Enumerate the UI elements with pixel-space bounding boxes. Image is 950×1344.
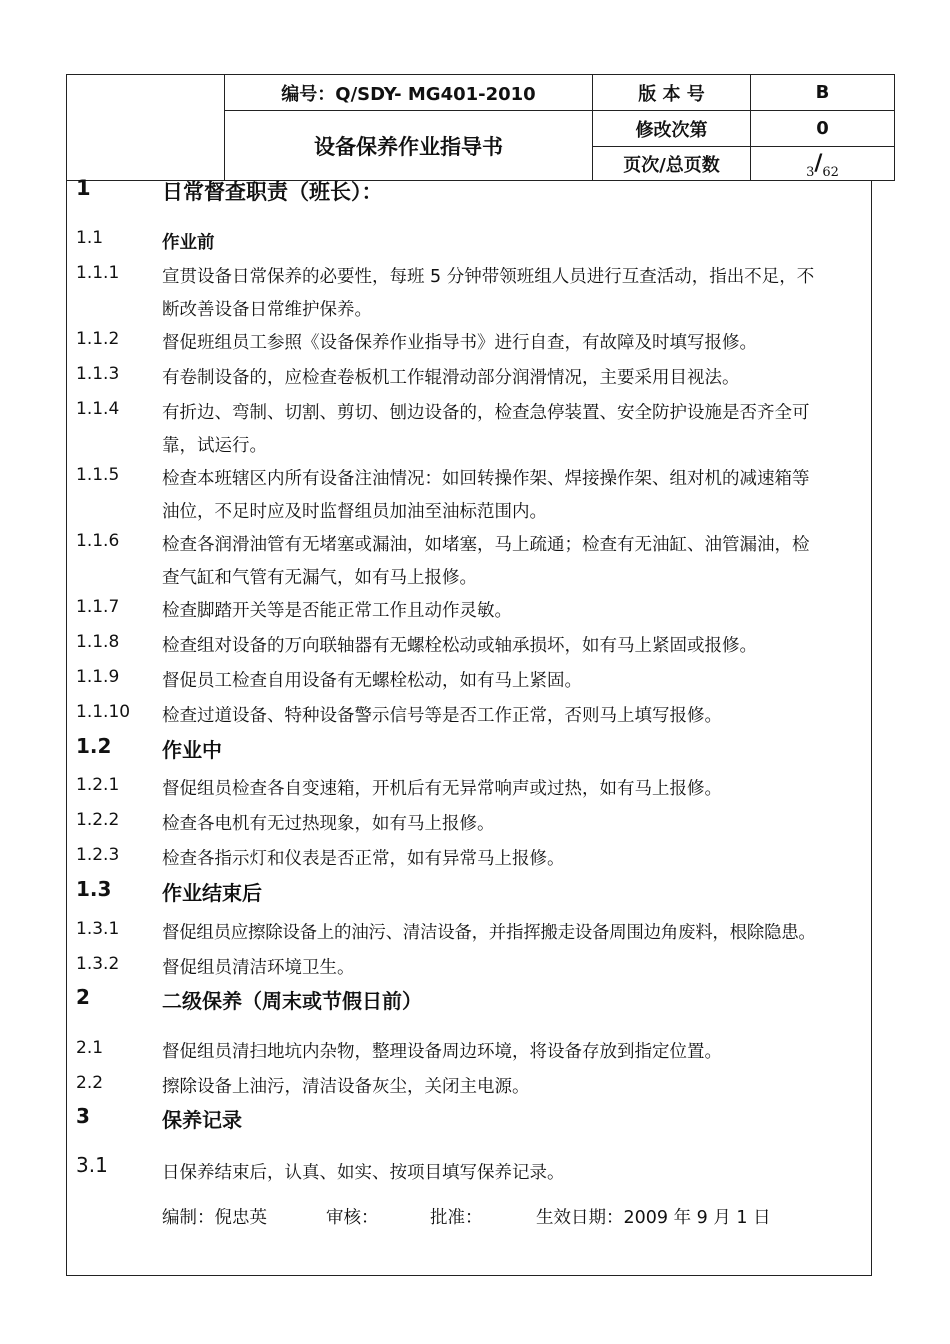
item-number: 1.1.6	[76, 531, 120, 551]
item-text: 检查各电机有无过热现象，如有马上报修。	[162, 814, 495, 834]
item-number: 2.1	[76, 1038, 104, 1058]
section-heading: 日常督查职责（班长）：	[162, 180, 383, 204]
section-number: 1.1	[76, 228, 104, 248]
item-text: 检查各指示灯和仪表是否正常，如有异常马上报修。	[162, 849, 565, 869]
page-label: 页次/总页数	[593, 147, 751, 181]
logo-cell	[67, 75, 225, 181]
item-number: 1.1.7	[76, 597, 120, 617]
section-heading: 作业中	[162, 738, 222, 762]
item-number: 1.1.9	[76, 667, 120, 687]
item-number: 2.2	[76, 1073, 104, 1093]
item-text: 督促组员清扫地坑内杂物，整理设备周边环境，将设备存放到指定位置。	[162, 1042, 722, 1062]
item-number: 1.2.2	[76, 810, 120, 830]
section-heading: 作业结束后	[162, 881, 262, 905]
item-number: 1.1.1	[76, 263, 120, 283]
item-text: 督促员工检查自用设备有无螺栓松动，如有马上紧固。	[162, 671, 582, 691]
item-text: 督促组员应擦除设备上的油污、清洁设备，并指挥搬走设备周围边角废料，根除隐患。	[162, 923, 816, 943]
revision-label: 修改次第	[593, 111, 751, 147]
section-number: 1	[76, 176, 91, 200]
item-text-line2: 油位，不足时应及时监督组员加油至油标范围内。	[162, 502, 547, 522]
item-text: 检查过道设备、特种设备警示信号等是否工作正常，否则马上填写报修。	[162, 706, 722, 726]
approved-by: 批准：	[430, 1208, 483, 1228]
item-text: 日保养结束后，认真、如实、按项目填写保养记录。	[162, 1163, 565, 1183]
item-number: 1.1.4	[76, 399, 120, 419]
effective-date: 生效日期：2009 年 9 月 1 日	[536, 1208, 771, 1228]
item-number: 3.1	[76, 1153, 108, 1177]
doc-code: 编号：Q/SDY- MG401-2010	[225, 75, 593, 111]
item-text: 检查组对设备的万向联轴器有无螺栓松动或轴承损坏，如有马上紧固或报修。	[162, 636, 757, 656]
item-text: 有卷制设备的，应检查卷板机工作辊滑动部分润滑情况，主要采用目视法。	[162, 368, 740, 388]
section-heading: 二级保养（周末或节假日前）	[162, 989, 422, 1013]
item-text-line2: 靠，试运行。	[162, 436, 267, 456]
section-heading: 保养记录	[162, 1108, 242, 1132]
item-text-line2: 断改善设备日常维护保养。	[162, 300, 372, 320]
section-number: 2	[76, 985, 90, 1009]
page-current: 3	[806, 165, 815, 180]
item-text-line1: 有折边、弯制、切割、剪切、刨边设备的，检查急停装置、安全防护设施是否齐全可	[162, 403, 810, 423]
version-value: B	[751, 75, 895, 111]
item-number: 1.1.8	[76, 632, 120, 652]
revision-value: 0	[751, 111, 895, 147]
item-text: 督促组员清洁环境卫生。	[162, 958, 355, 978]
page-sep: /	[814, 151, 823, 176]
item-text-line2: 查气缸和气管有无漏气，如有马上报修。	[162, 568, 477, 588]
item-number: 1.2.3	[76, 845, 120, 865]
signoff-line	[162, 1202, 771, 1235]
compiled-by: 编制：倪忠英	[162, 1208, 267, 1228]
item-number: 1.1.2	[76, 329, 120, 349]
item-text-line1: 检查本班辖区内所有设备注油情况：如回转操作架、焊接操作架、组对机的减速箱等	[162, 469, 810, 489]
section-heading: 作业前	[162, 233, 215, 253]
item-number: 1.1.3	[76, 364, 120, 384]
item-text: 擦除设备上油污，清洁设备灰尘，关闭主电源。	[162, 1077, 530, 1097]
item-text-line1: 宣贯设备日常保养的必要性，每班 5 分钟带领班组人员进行互查活动，指出不足，不	[162, 267, 815, 287]
item-number: 1.1.5	[76, 465, 120, 485]
reviewed-by: 审核：	[326, 1208, 379, 1228]
doc-title: 设备保养作业指导书	[225, 111, 593, 181]
item-number: 1.3.1	[76, 919, 120, 939]
item-text-line1: 检查各润滑油管有无堵塞或漏油，如堵塞，马上疏通；检查有无油缸、油管漏油，检	[162, 535, 810, 555]
section-number: 1.3	[76, 877, 112, 901]
item-text: 检查脚踏开关等是否能正常工作且动作灵敏。	[162, 601, 512, 621]
item-number: 1.1.10	[76, 702, 131, 722]
section-number: 3	[76, 1104, 90, 1128]
item-number: 1.2.1	[76, 775, 120, 795]
version-label: 版 本 号	[593, 75, 751, 111]
section-number: 1.2	[76, 734, 112, 758]
item-text: 督促组员检查各自变速箱，开机后有无异常响声或过热，如有马上报修。	[162, 779, 722, 799]
item-text: 督促班组员工参照《设备保养作业指导书》进行自查，有故障及时填写报修。	[162, 333, 757, 353]
item-number: 1.3.2	[76, 954, 120, 974]
header-table	[66, 74, 895, 181]
page-total: 62	[822, 165, 839, 180]
